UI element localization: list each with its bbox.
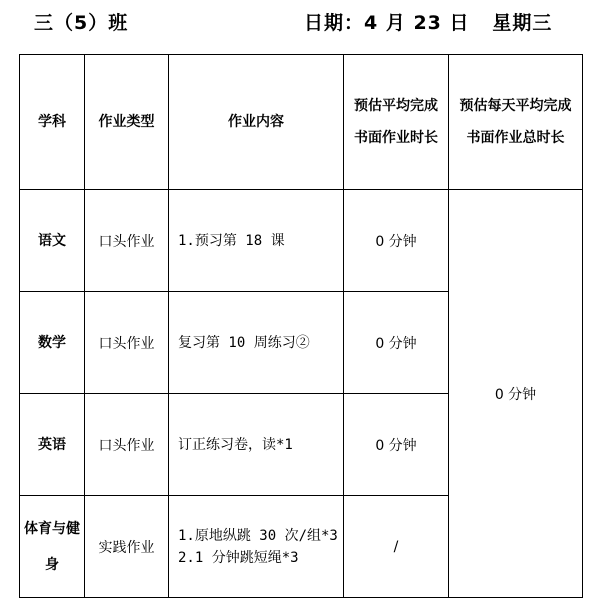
date-weekday: 日期：4 月 23 日 星期三 xyxy=(304,12,553,34)
content-cell xyxy=(169,292,344,394)
content-line: 1.预习第 18 课 xyxy=(178,232,285,249)
content-line: 2.1 分钟跳短绳*3 xyxy=(178,549,299,566)
daily-total-cell: 0 分钟 xyxy=(449,190,583,598)
subject-cell: 英语 xyxy=(20,394,85,496)
minutes-cell: 0 分钟 xyxy=(344,190,449,292)
content-line: 复习第 10 周练习② xyxy=(178,334,310,351)
content-cell xyxy=(169,496,344,598)
type-cell: 实践作业 xyxy=(85,496,169,598)
subject-cell: 数学 xyxy=(20,292,85,394)
content-cell xyxy=(169,394,344,496)
type-cell: 口头作业 xyxy=(85,394,169,496)
header-subject: 学科 xyxy=(20,55,85,190)
content-line: 订正练习卷，读*1 xyxy=(178,436,293,453)
minutes-cell: 0 分钟 xyxy=(344,394,449,496)
type-cell: 口头作业 xyxy=(85,190,169,292)
table-header-row xyxy=(20,55,583,190)
content-line: 1.原地纵跳 30 次/组*3 xyxy=(178,527,338,544)
header-estimated-time: 预估平均完成书面作业时长 xyxy=(344,55,449,190)
minutes-cell: 0 分钟 xyxy=(344,292,449,394)
content-cell xyxy=(169,190,344,292)
class-name: 三（5）班 xyxy=(34,12,129,34)
minutes-cell: / xyxy=(344,496,449,598)
table-row xyxy=(20,190,583,292)
homework-table xyxy=(19,54,583,598)
subject-cell: 体育与健身 xyxy=(20,496,85,598)
header-type: 作业类型 xyxy=(85,55,169,190)
header-content: 作业内容 xyxy=(169,55,344,190)
page-header xyxy=(0,8,600,38)
header-daily-total: 预估每天平均完成书面作业总时长 xyxy=(449,55,583,190)
type-cell: 口头作业 xyxy=(85,292,169,394)
subject-cell: 语文 xyxy=(20,190,85,292)
